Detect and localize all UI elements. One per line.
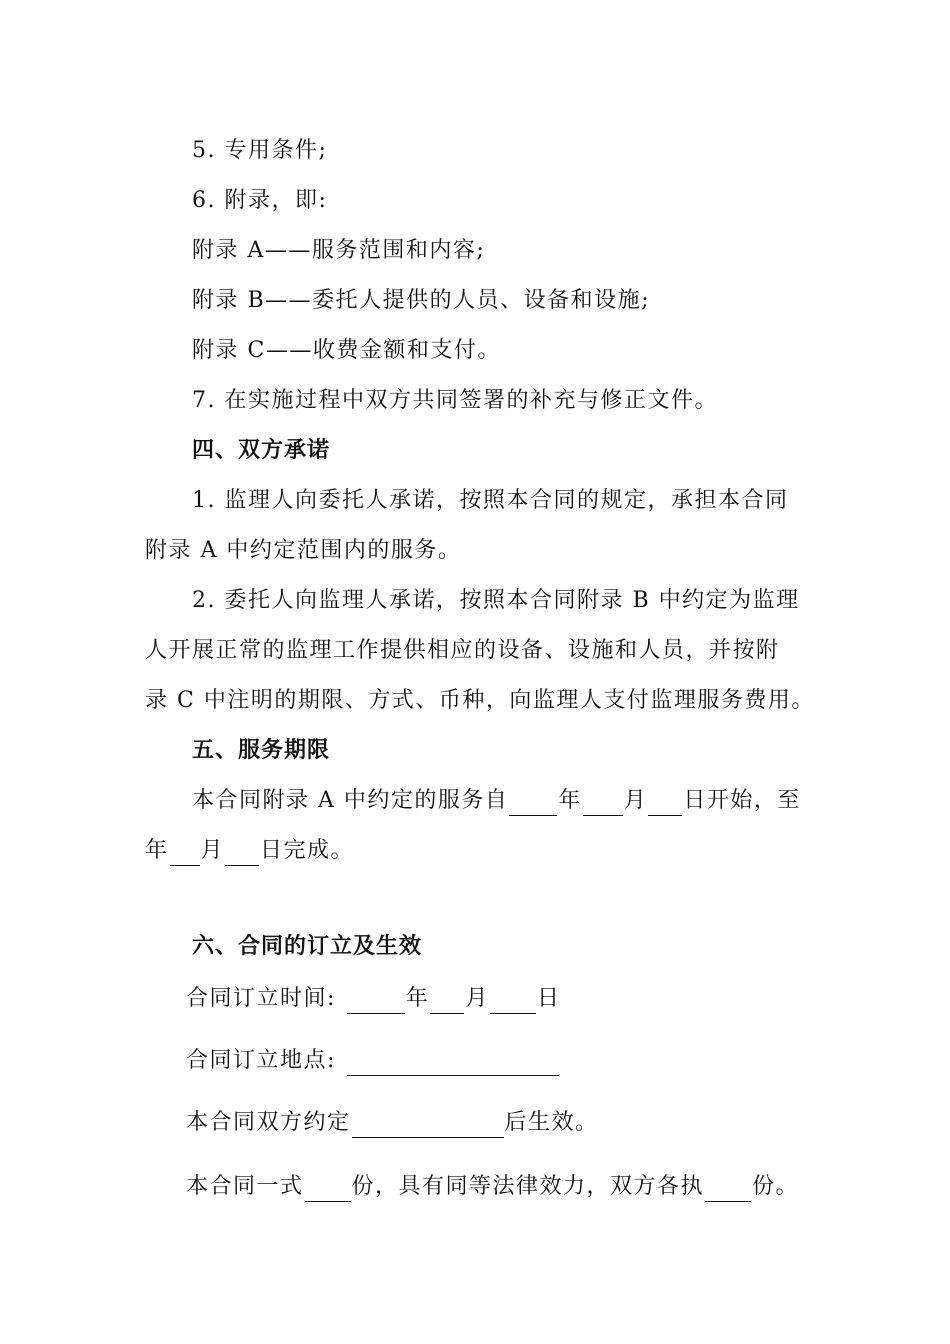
service-period-prefix: 本合同附录 A 中约定的服务自	[192, 788, 509, 813]
end-year-label: 年	[145, 838, 169, 863]
end-month-blank	[170, 841, 200, 866]
start-year-label: 年	[558, 788, 582, 813]
appendix-b-entry: 附录 B——委托人提供的人员、设备和设施;	[192, 288, 651, 313]
section-6-heading: 六、合同的订立及生效	[192, 934, 423, 959]
copies-middle: 份，具有同等法律效力，双方各执	[351, 1174, 705, 1199]
start-month-blank	[583, 791, 623, 816]
section-4-paragraph-2-line-2: 人开展正常的监理工作提供相应的设备、设施和人员，并按附	[145, 638, 780, 663]
sign-year-blank	[347, 989, 405, 1014]
section-4-heading: 四、双方承诺	[192, 438, 331, 463]
section-5-heading: 五、服务期限	[192, 738, 331, 763]
sign-place-label: 合同订立地点:	[186, 1048, 336, 1073]
effective-condition-line	[186, 1108, 599, 1138]
copies-line	[186, 1172, 799, 1202]
appendix-c-entry: 附录 C——收费金额和支付。	[192, 338, 501, 363]
sign-day-label: 日	[536, 986, 561, 1011]
attachment-item-5: 5. 专用条件;	[192, 138, 328, 163]
sign-place-blank	[347, 1051, 559, 1076]
sign-month-blank	[430, 989, 464, 1014]
copies-suffix: 份。	[752, 1174, 800, 1199]
sign-year-label: 年	[405, 986, 430, 1011]
service-period-line-1	[192, 786, 801, 816]
attachment-item-6: 6. 附录，即:	[192, 188, 328, 213]
section-4-paragraph-1-line-1: 1. 监理人向委托人承诺，按照本合同的规定，承担本合同	[192, 488, 789, 513]
appendix-a-entry: 附录 A——服务范围和内容;	[192, 238, 486, 263]
sign-day-blank	[490, 989, 536, 1014]
effective-suffix: 后生效。	[504, 1110, 599, 1135]
sign-place-line	[186, 1046, 560, 1076]
section-4-paragraph-2-line-3: 录 C 中注明的期限、方式、币种，向监理人支付监理服务费用。	[145, 688, 815, 713]
end-day-blank	[225, 841, 259, 866]
start-month-label: 月	[623, 788, 648, 813]
attachment-item-7: 7. 在实施过程中双方共同签署的补充与修正文件。	[192, 388, 718, 413]
end-month-label: 月	[200, 838, 225, 863]
copies-prefix: 本合同一式	[186, 1174, 304, 1199]
end-day-label: 日完成。	[260, 838, 355, 863]
copies-each-blank	[705, 1177, 751, 1202]
start-day-blank	[648, 791, 682, 816]
sign-time-line	[186, 984, 560, 1014]
start-year-blank	[509, 791, 557, 816]
start-day-label: 日开始，至	[683, 788, 801, 813]
total-copies-blank	[305, 1177, 351, 1202]
service-period-line-2	[145, 836, 354, 866]
section-4-paragraph-1-line-2: 附录 A 中约定范围内的服务。	[145, 538, 462, 563]
section-4-paragraph-2-line-1: 2. 委托人向监理人承诺，按照本合同附录 B 中约定为监理	[192, 588, 800, 613]
sign-month-label: 月	[465, 986, 489, 1011]
sign-time-label: 合同订立时间:	[186, 986, 336, 1011]
effective-prefix: 本合同双方约定	[186, 1110, 351, 1135]
effective-condition-blank	[352, 1113, 504, 1138]
